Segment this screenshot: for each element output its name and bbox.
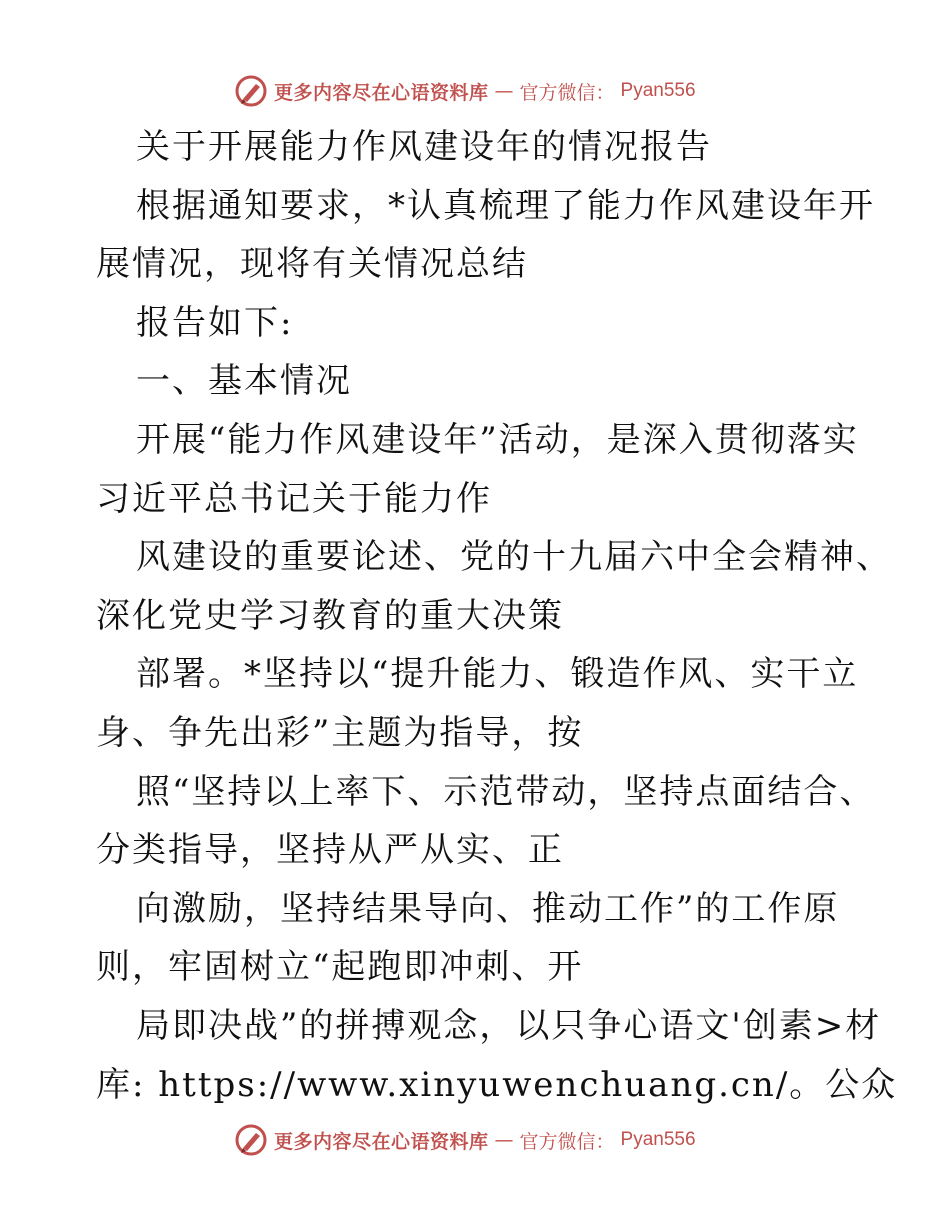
watermark-id: Pyan556 — [620, 1129, 696, 1150]
paragraph-line: 库: https://www.xinyuwenchuang.cn/。公众 — [96, 1064, 898, 1105]
watermark-separator: — — [494, 80, 514, 102]
document-title: 关于开展能力作风建设年的情况报告 — [136, 127, 712, 167]
watermark-text: 更多内容尽在心语资料库 — [274, 81, 489, 104]
paragraph-line: 报告如下: — [136, 302, 294, 343]
paragraph-line: 风建设的重要论述、党的十九届六中全会精神、 — [136, 537, 892, 578]
paragraph-line: 向激励，坚持结果导向、推动工作”的工作原 — [136, 888, 840, 929]
paragraph-line: 习近平总书记关于能力作 — [96, 478, 492, 519]
paragraph-line: 根据通知要求，*认真梳理了能力作风建设年开 — [136, 185, 875, 226]
watermark-label: 官方微信： — [519, 1130, 615, 1153]
watermark-banner-top — [234, 71, 696, 111]
paragraph-line: 照“坚持以上率下、示范带动，坚持点面结合、 — [136, 771, 876, 812]
document-body — [96, 118, 898, 1114]
pen-logo-icon — [234, 1123, 268, 1157]
paragraph-line: 局即决战”的拼搏观念，以只争心语文'创素>材 — [136, 1005, 882, 1046]
paragraph-line: 开展“能力作风建设年”活动，是深入贯彻落实 — [136, 419, 859, 460]
watermark-id: Pyan556 — [620, 80, 696, 101]
pen-logo-icon — [234, 74, 268, 108]
watermark-text: 更多内容尽在心语资料库 — [274, 1130, 489, 1153]
paragraph-line: 部署。*坚持以“提升能力、锻造作风、实干立 — [136, 654, 859, 695]
paragraph-line: 深化党史学习教育的重大决策 — [96, 595, 564, 636]
paragraph-line: 展情况，现将有关情况总结 — [96, 244, 528, 285]
watermark-banner-bottom — [234, 1120, 696, 1160]
paragraph-line: 则，牢固树立“起跑即冲刺、开 — [96, 947, 584, 988]
watermark-label: 官方微信： — [519, 81, 615, 104]
watermark-separator: — — [494, 1129, 514, 1151]
paragraph-line: 身、争先出彩”主题为指导，按 — [96, 712, 584, 753]
paragraph-line: 分类指导，坚持从严从实、正 — [96, 830, 564, 871]
section-heading: 一、基本情况 — [136, 361, 352, 402]
